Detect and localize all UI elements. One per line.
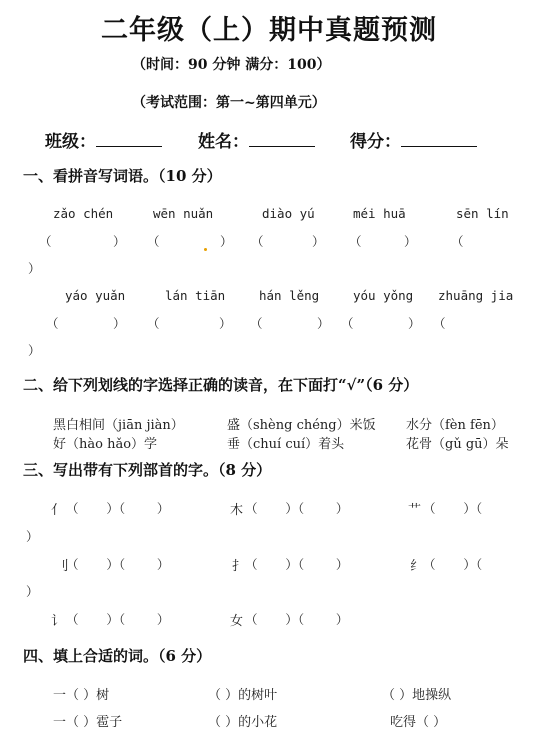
answer-parens[interactable]: （ ）（ ） [245,557,349,572]
pinyin-item: hán lěng [259,288,320,303]
reading-choice-item[interactable]: 垂（chuí cuí）着头 [227,437,345,452]
answer-paren-close: ） [408,316,421,331]
class-field [45,127,162,152]
answer-paren-close: ） [404,234,417,249]
answer-paren-close: ） [113,234,126,249]
answer-parens[interactable]: （ ）（ ） [66,501,170,516]
answer-paren-open: （ [39,234,52,249]
radical-label: 刂 [56,559,70,574]
fill-word-item[interactable]: 一（ ）树 [53,688,110,703]
fill-word-item[interactable]: （ ）的树叶 [208,688,278,703]
reading-choice-item[interactable]: 好（hào hǎo）学 [53,437,158,452]
score-label: 得分： [350,132,401,152]
answer-parens[interactable]: （ ）（ ） [66,612,170,627]
reading-choice-item[interactable]: 水分（fèn fēn） [406,418,504,433]
stray-dot [204,239,207,258]
class-label: 班级： [45,132,96,152]
section-1-title: 一、看拼音写词语。（10 分） [23,167,222,185]
answer-paren-open: （ [46,316,59,331]
answer-paren-close: ） [26,529,39,544]
radical-label: 艹 [408,503,422,518]
pinyin-item: zǎo chén [53,206,114,221]
answer-paren-close: ） [113,316,126,331]
fill-word-item[interactable]: （ ）地操纵 [382,688,452,703]
answer-parens[interactable]: （ ）（ [423,557,483,572]
pinyin-item: diào yú [262,206,315,221]
fill-word-item[interactable]: （ ）的小花 [208,715,278,730]
reading-choice-item[interactable]: 盛（shèng chéng）米饭 [227,418,376,433]
radical-label: 女 [230,614,244,629]
name-blank[interactable] [249,132,315,147]
radical-label: 纟 [410,559,424,574]
section-3-title: 三、写出带有下列部首的字。（8 分） [23,461,272,479]
score-field [350,127,477,152]
pinyin-item: méi huā [353,206,406,221]
answer-parens[interactable]: （ ）（ ） [66,557,170,572]
class-blank[interactable] [96,132,162,147]
exam-scope-line: （考试范围：第一~第四单元） [132,95,326,111]
section-2-title: 二、给下列划线的字选择正确的读音，在下面打“√”（6 分） [23,376,419,394]
answer-parens[interactable]: （ ）（ ） [245,612,349,627]
name-label: 姓名： [198,132,249,152]
answer-paren-open: （ [341,316,354,331]
answer-parens[interactable]: （ ）（ [423,501,483,516]
pinyin-item: sēn lín [456,206,509,221]
pinyin-item: zhuāng jia [438,288,514,303]
time-and-score-line: （时间：90 分钟 满分：100） [132,57,331,73]
reading-choice-item[interactable]: 花骨（gǔ gū）朵 [406,437,509,452]
name-field [198,127,315,152]
pinyin-item: yóu yǒng [353,288,414,303]
radical-label: 木 [230,503,244,518]
score-blank[interactable] [401,132,477,147]
pinyin-item: wēn nuǎn [153,206,214,221]
radical-label: 讠 [51,614,65,629]
answer-paren-open: （ [147,234,160,249]
answer-paren-close: ） [220,234,233,249]
answer-paren-open: （ [451,234,464,249]
fill-word-item[interactable]: 吃得（ ） [390,715,447,730]
radical-label: 扌 [232,559,246,574]
pinyin-item: lán tiān [165,288,226,303]
answer-paren-close: ） [26,584,39,599]
answer-paren-open: （ [147,316,160,331]
radical-label: 亻 [51,503,65,518]
answer-parens[interactable]: （ ）（ ） [245,501,349,516]
section-4-title: 四、填上合适的词。（6 分） [23,647,212,665]
answer-paren-close: ） [28,343,41,358]
page-title: 二年级（上）期中真题预测 [101,15,437,46]
answer-paren-close: ） [317,316,330,331]
fill-word-item[interactable]: 一（ ）雹子 [53,715,123,730]
answer-paren-close: ） [219,316,232,331]
pinyin-item: yáo yuǎn [65,288,126,303]
answer-paren-open: （ [349,234,362,249]
answer-paren-close: ） [312,234,325,249]
answer-paren-open: （ [433,316,446,331]
answer-paren-open: （ [251,234,264,249]
answer-paren-close: ） [28,261,41,276]
answer-paren-open: （ [250,316,263,331]
reading-choice-item[interactable]: 黑白相间（jiān jiàn） [53,418,184,433]
